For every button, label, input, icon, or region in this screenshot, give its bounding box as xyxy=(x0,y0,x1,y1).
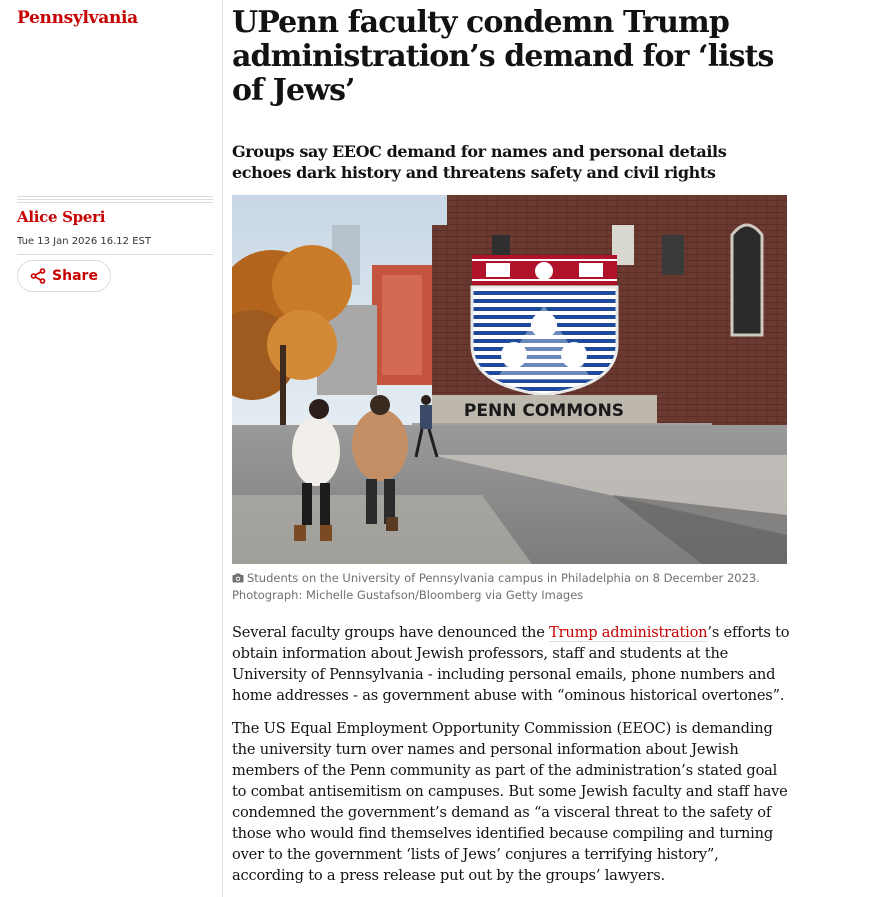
sign-text: PENN COMMONS xyxy=(463,401,625,421)
share-button-label: Share xyxy=(52,268,98,284)
paragraph-1-text-before: Several faculty groups have denounced the xyxy=(232,624,550,641)
paragraph-1-text-after: ’s efforts to obtain information about Jewish professors, staff and students at the University of Pennsylvania - including personal emails, phone numbers and home addresses - as government abuse with “ominous historical overtones”. xyxy=(232,624,790,704)
trump-administration-link[interactable]: Trump administration xyxy=(549,624,708,641)
headline: UPenn faculty condemn Trump administration’s demand for ‘lists of Jews’ xyxy=(232,5,774,108)
date-divider xyxy=(17,254,213,255)
share-button[interactable] xyxy=(17,260,111,292)
meta-rules xyxy=(17,196,213,204)
standfirst: Groups say EEOC demand for names and personal details echoes dark history and threatens safety and civil rights xyxy=(232,142,727,182)
publish-date: Tue 13 Jan 2026 16.12 EST xyxy=(17,236,151,247)
image-caption xyxy=(232,570,772,604)
article-image[interactable] xyxy=(232,195,787,564)
body-paragraph-2: The US Equal Employment Opportunity Commission (EEOC) is demanding the university turn over names and personal information about Jewish members of the Penn community as part of the administration’s stated goal to combat antisemitism on campuses. But some Jewish faculty and staff have condemned the government’s demand as “a visceral threat to the safety of those who would find themselves identified because compiling and turning over to the government ‘lists of Jews’ conjures a terrifying history”, according to a press release put out by the groups’ lawyers. xyxy=(232,720,788,884)
article-meta-column xyxy=(0,0,222,897)
camera-icon xyxy=(232,573,244,583)
section-label[interactable]: Pennsylvania xyxy=(17,8,138,28)
caption-text: Students on the University of Pennsylvania campus in Philadelphia on 8 December 2023. Photograph: Michelle Gustafson/Bloomberg via Getty Images xyxy=(232,571,760,602)
share-icon xyxy=(30,268,46,284)
body-paragraph-1 xyxy=(232,622,792,706)
author-name[interactable]: Alice Speri xyxy=(17,208,106,226)
campus-photo xyxy=(232,195,787,564)
column-divider xyxy=(222,0,223,897)
